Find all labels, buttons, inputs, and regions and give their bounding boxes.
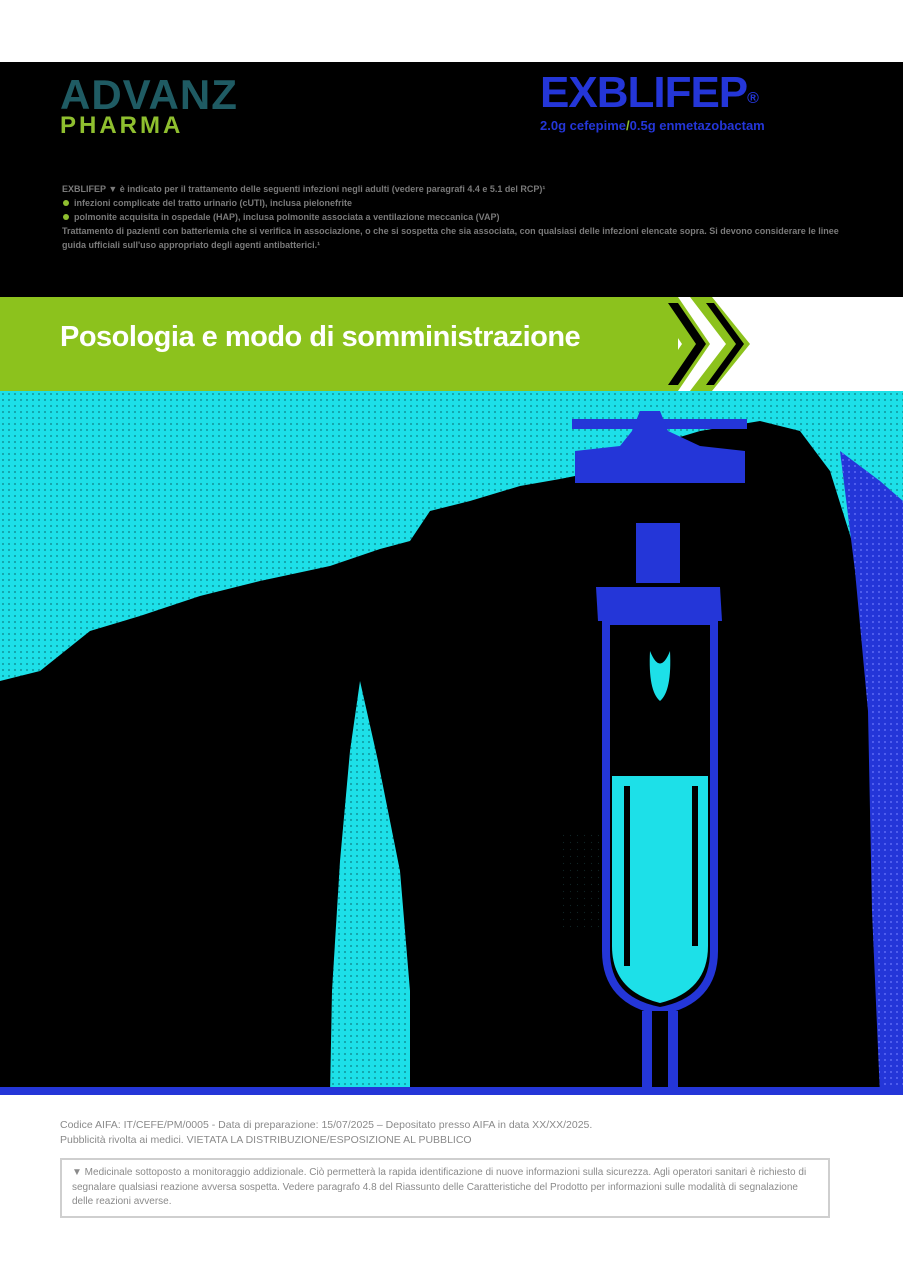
monitoring-notice: ▼ Medicinale sottoposto a monitoraggio addizionale. Ciò permetterà la rapida identificazione di nuove informazioni sulla sicurezza. Agli operatori sanitari è richiesto di segnalare qualsiasi reazione avversa sospetta. Vedere paragrafo 4.8 del Riassunto delle Caratteristiche del Prodotto per informazioni sulle modalità di segnalazione delle reazioni avverse. <box>60 1158 830 1218</box>
indication-paragraph: Trattamento di pazienti con batteriemia che si verifica in associazione, o che si sospetta che sia associata, con qualsiasi delle infezioni elencate sopra. Si devono considerare le linee guida ufficiali sull'uso appropriato degli agenti antibatterici.¹ <box>62 226 839 250</box>
footer-code-line: Codice AIFA: IT/CEFE/PM/0005 - Data di preparazione: 15/07/2025 – Depositato presso AIFA in data XX/XX/2025. <box>60 1119 593 1131</box>
indication-line: EXBLIFEP ▼ è indicato per il trattamento delle seguenti infezioni negli adulti (vedere paragrafi 4.4 e 5.1 del RCP)¹ <box>62 184 546 194</box>
product-dose: 2.0g cefepime/0.5g enmetazobactam <box>540 118 765 133</box>
company-logo-line2: PHARMA <box>60 112 184 139</box>
iv-drip-illustration <box>0 391 903 1095</box>
top-margin <box>0 0 903 62</box>
product-logo <box>540 70 820 140</box>
chevron-arrows-icon <box>650 297 760 391</box>
product-name: EXBLIFEP® <box>540 68 758 117</box>
indication-bullet: polmonite acquisita in ospedale (HAP), inclusa polmonite associata a ventilazione meccanica (VAP) <box>62 210 852 224</box>
company-logo <box>60 72 290 142</box>
footer-audience-line: Pubblicità rivolta ai medici. VIETATA LA DISTRIBUZIONE/ESPOSIZIONE AL PUBBLICO <box>60 1134 472 1146</box>
indication-bullet: infezioni complicate del tratto urinario (cUTI), inclusa pielonefrite <box>62 196 852 210</box>
indication-text <box>62 182 852 252</box>
section-title: Posologia e modo di somministrazione <box>60 321 581 353</box>
footer-info <box>60 1118 840 1148</box>
company-logo-line1: ADVANZ <box>60 71 238 118</box>
section-banner <box>0 297 678 391</box>
registered-mark: ® <box>747 90 758 107</box>
